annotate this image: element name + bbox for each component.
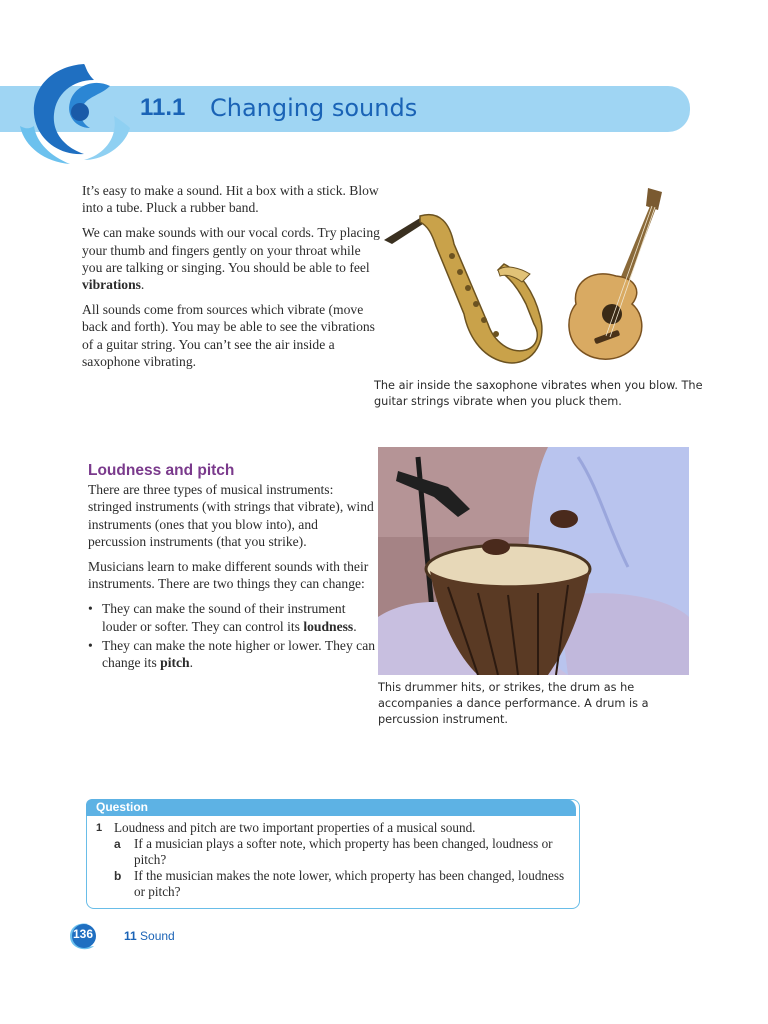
page-number: 136: [72, 927, 94, 941]
question-label: Question: [96, 800, 149, 814]
saxophone-guitar-illustration: [380, 184, 690, 374]
intro-paragraph-2: We can make sounds with our vocal cords. Try placing your thumb and fingers gently on your throat while you are talking or singing. You should be able to feel vibrations.: [82, 225, 380, 293]
saxophone-icon: [384, 215, 542, 363]
footer-chapter: [124, 929, 175, 943]
section-paragraph-1: There are three types of musical instruments: stringed instruments (with strings that vibrate), wind instruments (ones that you blow into), and percussion instruments (that you strike).: [88, 482, 374, 549]
question-header: [86, 799, 576, 816]
chapter-name: Sound: [140, 929, 175, 943]
question-content: [96, 820, 566, 900]
intro-paragraph-1: It’s easy to make a sound. Hit a box with a stick. Blow into a tube. Pluck a rubber band.: [82, 183, 379, 216]
question-text: Loudness and pitch are two important properties of a musical sound.: [114, 820, 476, 835]
section-paragraph-2: Musicians learn to make different sounds with their instruments. There are two things they can change:: [88, 559, 369, 592]
part-b-text: If the musician makes the note lower, which property has been changed, loudness or pitch?: [134, 868, 565, 899]
list-item: • They can make the sound of their instrument louder or softer. They can control its loudness.: [88, 600, 378, 634]
swirl-logo-icon: [14, 56, 140, 168]
question-part-a: [96, 836, 566, 868]
question-number: 1: [96, 822, 103, 834]
part-letter-a: a: [114, 837, 121, 851]
guitar-icon: [569, 188, 662, 359]
question-item: [96, 820, 566, 836]
section-title: Changing sounds: [210, 94, 418, 122]
term-pitch: pitch: [160, 655, 190, 671]
section-heading: Loudness and pitch: [88, 462, 235, 479]
term-vibrations: vibrations: [82, 277, 141, 293]
intro-paragraph-3: All sounds come from sources which vibrate (move back and forth). You may be able to see the vibrations of a guitar string. You can’t see the air inside a saxophone vibrating.: [82, 302, 375, 369]
section-number: 11.1: [140, 94, 186, 121]
intro-text: [82, 182, 382, 378]
change-list: [88, 600, 378, 671]
figure-caption-drummer: This drummer hits, or strikes, the drum as he accompanies a dance performance. A drum is a percussion instrument.: [378, 681, 649, 726]
drummer-photo: [378, 447, 689, 675]
part-a-text: If a musician plays a softer note, which property has been changed, loudness or pitch?: [134, 836, 553, 867]
loudness-pitch-section: [88, 462, 378, 673]
chapter-number: 11: [124, 929, 137, 943]
figure-caption-instruments: The air inside the saxophone vibrates when you blow. The guitar strings vibrate when you pluck them.: [374, 379, 703, 408]
list-item: • They can make the note higher or lower. They can change its pitch.: [88, 637, 378, 671]
question-part-b: [96, 868, 566, 900]
part-letter-b: b: [114, 869, 122, 883]
term-loudness: loudness: [303, 618, 354, 634]
